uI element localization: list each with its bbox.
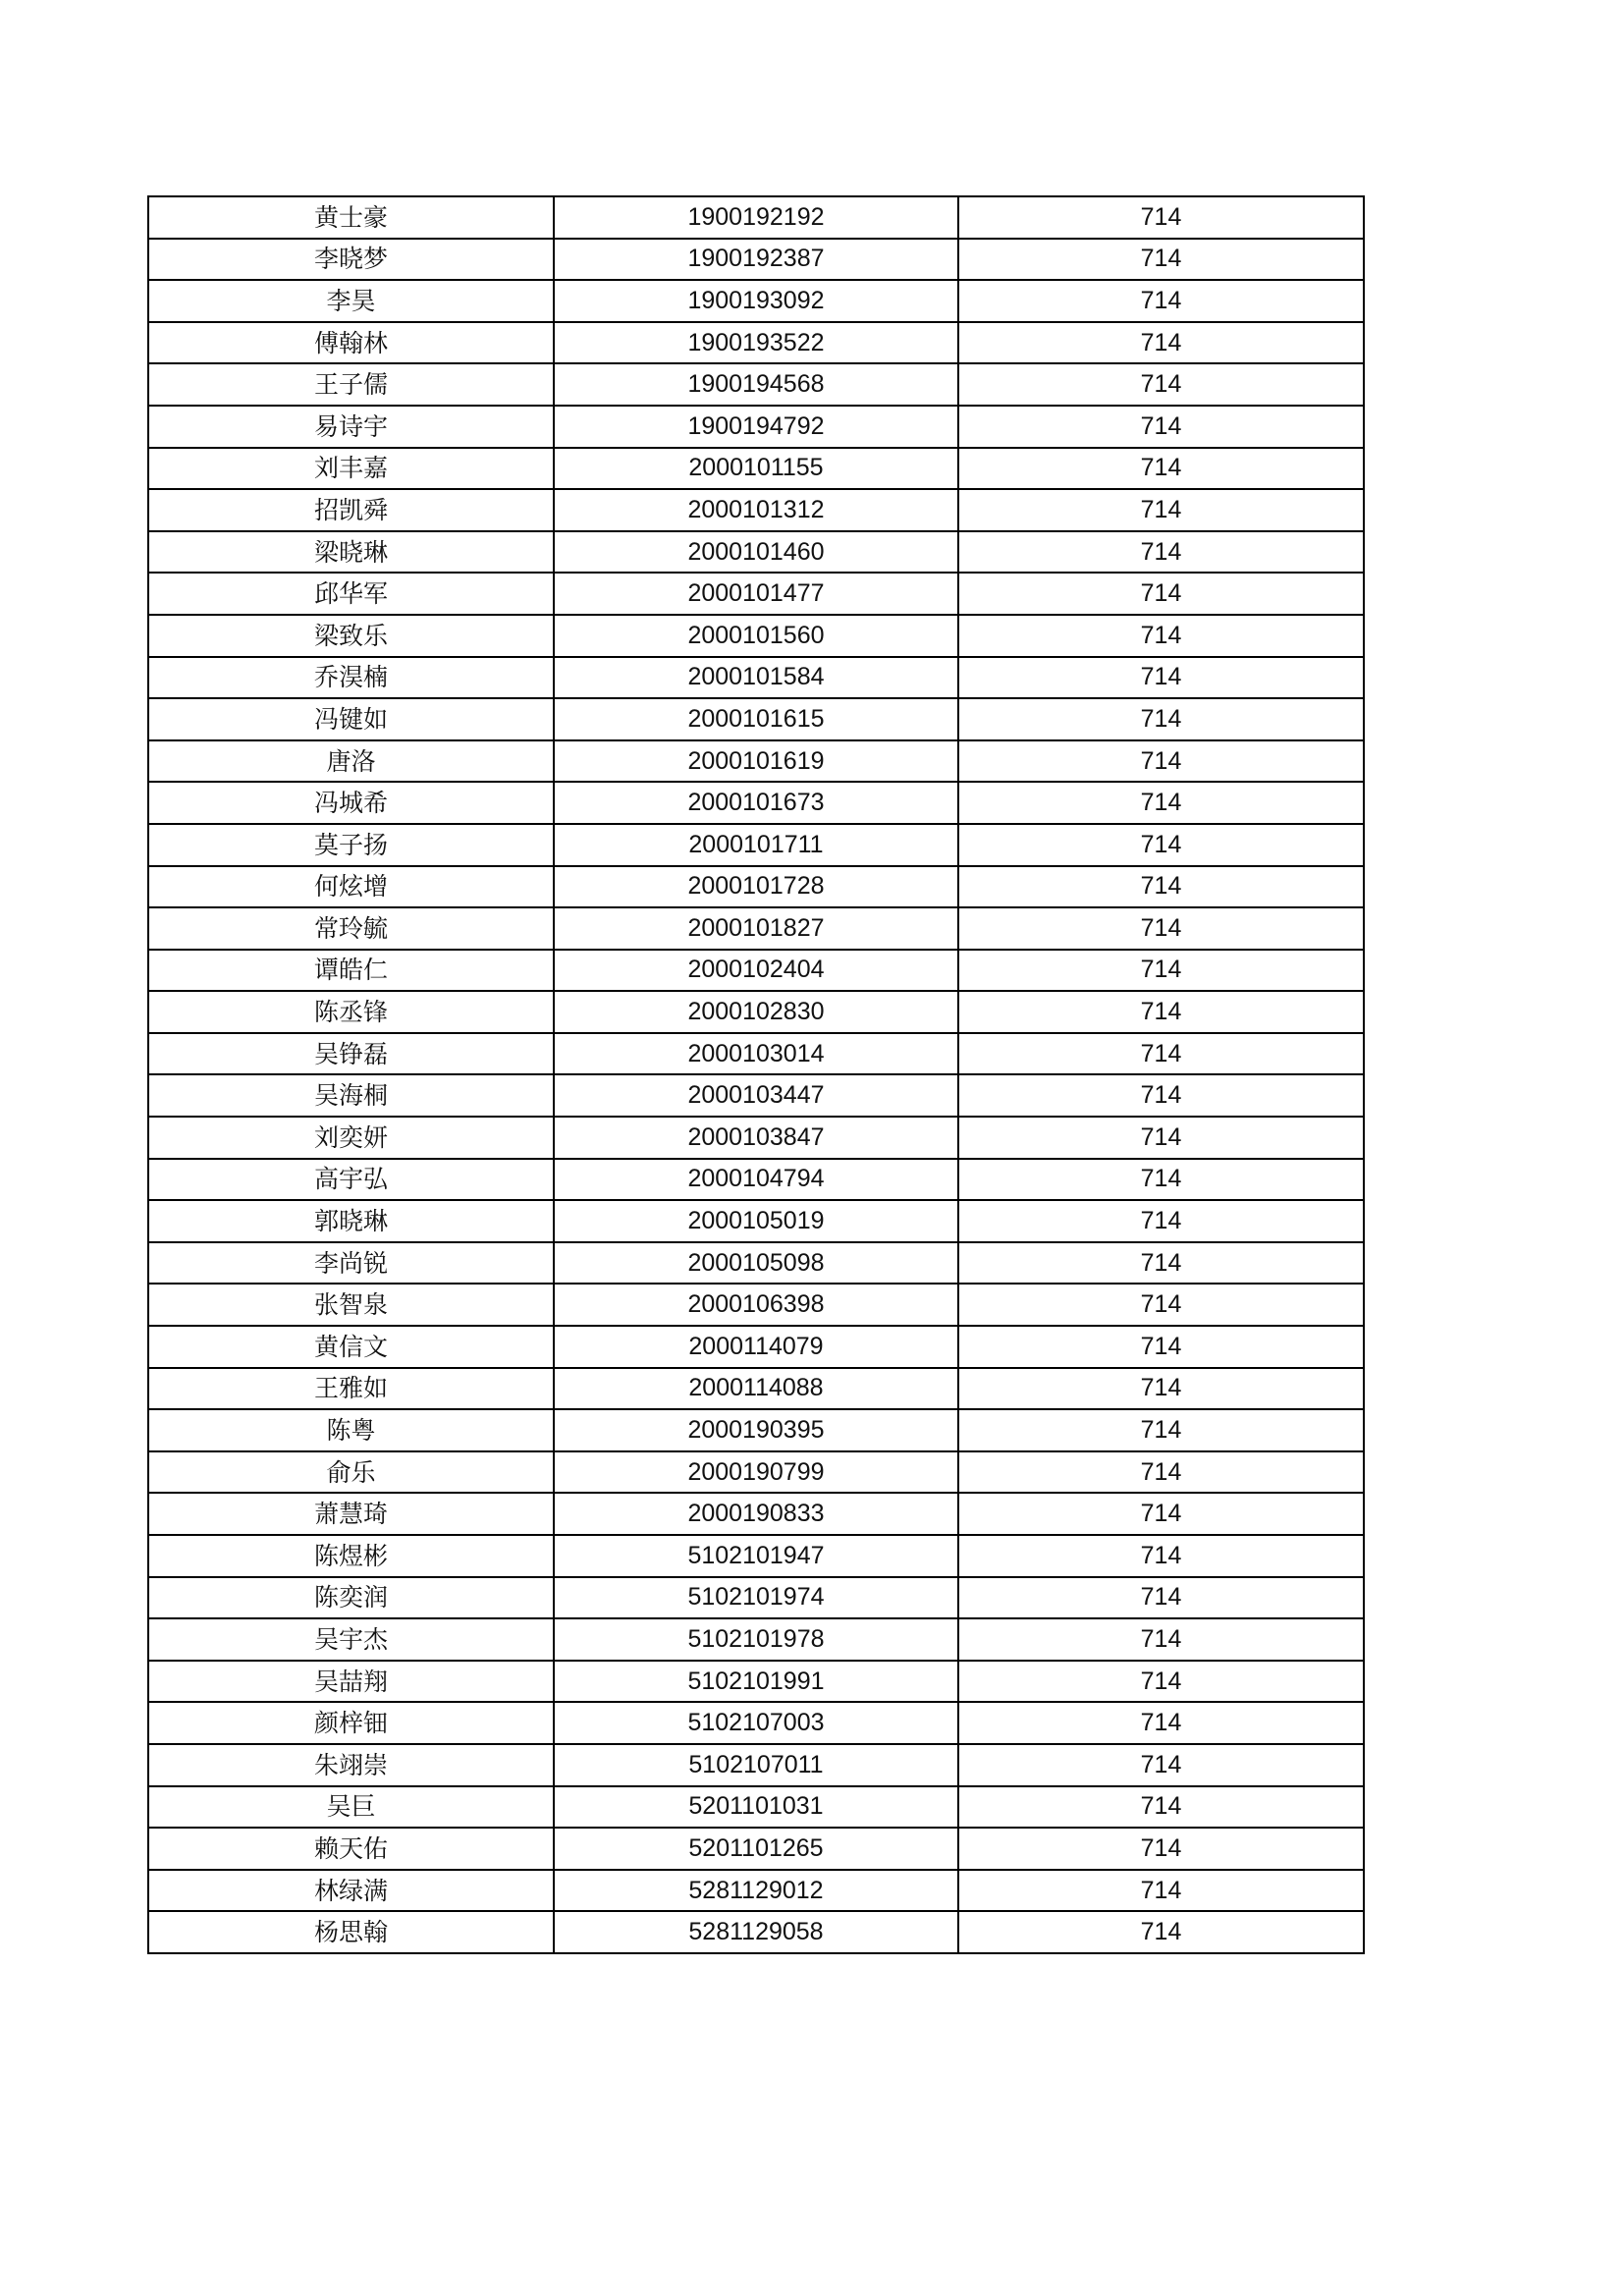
table-row: [148, 950, 1364, 992]
code-cell: 714: [958, 657, 1364, 699]
table-row: [148, 698, 1364, 740]
table-row: [148, 1242, 1364, 1285]
table-row: [148, 1828, 1364, 1870]
id-cell: 5201101265: [554, 1828, 958, 1870]
code-cell: 714: [958, 1451, 1364, 1494]
code-cell: 714: [958, 1074, 1364, 1117]
table-row: [148, 1409, 1364, 1451]
table-row: [148, 1074, 1364, 1117]
id-cell: 1900194792: [554, 406, 958, 448]
code-cell: 714: [958, 239, 1364, 281]
code-cell: 714: [958, 322, 1364, 364]
code-cell: 714: [958, 489, 1364, 531]
code-cell: 714: [958, 1117, 1364, 1159]
id-cell: 2000101312: [554, 489, 958, 531]
name-cell: 吴海桐: [148, 1074, 554, 1117]
name-cell: 吴宇杰: [148, 1618, 554, 1661]
name-cell: 黄士豪: [148, 196, 554, 239]
table-row: [148, 615, 1364, 657]
id-cell: 2000105019: [554, 1200, 958, 1242]
code-cell: 714: [958, 782, 1364, 824]
code-cell: 714: [958, 950, 1364, 992]
id-cell: 2000101477: [554, 573, 958, 615]
code-cell: 714: [958, 1786, 1364, 1829]
table-row: [148, 573, 1364, 615]
id-cell: 2000190395: [554, 1409, 958, 1451]
table-body: [148, 196, 1364, 1953]
name-cell: 陈奕润: [148, 1577, 554, 1619]
table-row: [148, 1117, 1364, 1159]
table-row: [148, 1870, 1364, 1912]
id-cell: 5102107011: [554, 1744, 958, 1786]
name-cell: 冯城希: [148, 782, 554, 824]
id-cell: 2000102404: [554, 950, 958, 992]
code-cell: 714: [958, 740, 1364, 783]
code-cell: 714: [958, 406, 1364, 448]
name-cell: 李晓梦: [148, 239, 554, 281]
id-cell: 5102107003: [554, 1702, 958, 1744]
name-cell: 易诗宇: [148, 406, 554, 448]
code-cell: 714: [958, 1200, 1364, 1242]
name-cell: 萧慧琦: [148, 1493, 554, 1535]
table-row: [148, 1493, 1364, 1535]
code-cell: 714: [958, 698, 1364, 740]
id-cell: 2000101728: [554, 866, 958, 908]
name-cell: 冯键如: [148, 698, 554, 740]
code-cell: 714: [958, 1159, 1364, 1201]
id-cell: 5102101991: [554, 1661, 958, 1703]
id-cell: 2000190833: [554, 1493, 958, 1535]
code-cell: 714: [958, 1744, 1364, 1786]
table-row: [148, 866, 1364, 908]
code-cell: 714: [958, 1033, 1364, 1075]
table-row: [148, 1200, 1364, 1242]
name-cell: 林绿满: [148, 1870, 554, 1912]
table-row: [148, 1368, 1364, 1410]
code-cell: 714: [958, 907, 1364, 950]
table-row: [148, 531, 1364, 574]
code-cell: 714: [958, 1409, 1364, 1451]
table-row: [148, 1577, 1364, 1619]
table-row: [148, 448, 1364, 490]
table-row: [148, 489, 1364, 531]
name-cell: 颜梓钿: [148, 1702, 554, 1744]
table-row: [148, 239, 1364, 281]
code-cell: 714: [958, 196, 1364, 239]
name-cell: 李昊: [148, 280, 554, 322]
id-cell: 1900194568: [554, 363, 958, 406]
id-cell: 2000101711: [554, 824, 958, 866]
code-cell: 714: [958, 1702, 1364, 1744]
table-row: [148, 406, 1364, 448]
name-cell: 傅翰林: [148, 322, 554, 364]
table-row: [148, 363, 1364, 406]
id-cell: 2000101460: [554, 531, 958, 574]
data-table: [147, 195, 1365, 1954]
name-cell: 梁致乐: [148, 615, 554, 657]
name-cell: 高宇弘: [148, 1159, 554, 1201]
id-cell: 2000190799: [554, 1451, 958, 1494]
table-row: [148, 1786, 1364, 1829]
table-row: [148, 1033, 1364, 1075]
id-cell: 2000106398: [554, 1284, 958, 1326]
id-cell: 2000101827: [554, 907, 958, 950]
name-cell: 谭皓仁: [148, 950, 554, 992]
table-row: [148, 322, 1364, 364]
name-cell: 何炫增: [148, 866, 554, 908]
table-row: [148, 824, 1364, 866]
code-cell: 714: [958, 1284, 1364, 1326]
id-cell: 2000102830: [554, 991, 958, 1033]
code-cell: 714: [958, 1911, 1364, 1953]
id-cell: 2000114088: [554, 1368, 958, 1410]
code-cell: 714: [958, 1368, 1364, 1410]
code-cell: 714: [958, 991, 1364, 1033]
name-cell: 常玲毓: [148, 907, 554, 950]
id-cell: 1900193522: [554, 322, 958, 364]
id-cell: 5102101978: [554, 1618, 958, 1661]
id-cell: 5281129012: [554, 1870, 958, 1912]
code-cell: 714: [958, 531, 1364, 574]
id-cell: 2000101673: [554, 782, 958, 824]
table-row: [148, 991, 1364, 1033]
name-cell: 梁晓琳: [148, 531, 554, 574]
name-cell: 吴铮磊: [148, 1033, 554, 1075]
name-cell: 唐洛: [148, 740, 554, 783]
name-cell: 莫子扬: [148, 824, 554, 866]
id-cell: 2000101155: [554, 448, 958, 490]
name-cell: 邱华军: [148, 573, 554, 615]
code-cell: 714: [958, 824, 1364, 866]
code-cell: 714: [958, 1242, 1364, 1285]
name-cell: 招凯舜: [148, 489, 554, 531]
name-cell: 张智泉: [148, 1284, 554, 1326]
name-cell: 刘丰嘉: [148, 448, 554, 490]
table-row: [148, 1284, 1364, 1326]
name-cell: 乔淏楠: [148, 657, 554, 699]
code-cell: 714: [958, 363, 1364, 406]
code-cell: 714: [958, 866, 1364, 908]
name-cell: 陈粤: [148, 1409, 554, 1451]
name-cell: 陈丞锋: [148, 991, 554, 1033]
name-cell: 朱翊崇: [148, 1744, 554, 1786]
id-cell: 2000103447: [554, 1074, 958, 1117]
name-cell: 吴巨: [148, 1786, 554, 1829]
code-cell: 714: [958, 1535, 1364, 1577]
id-cell: 2000103847: [554, 1117, 958, 1159]
id-cell: 5102101974: [554, 1577, 958, 1619]
id-cell: 2000103014: [554, 1033, 958, 1075]
table-row: [148, 280, 1364, 322]
name-cell: 黄信文: [148, 1326, 554, 1368]
id-cell: 5102101947: [554, 1535, 958, 1577]
name-cell: 王子儒: [148, 363, 554, 406]
id-cell: 2000114079: [554, 1326, 958, 1368]
id-cell: 2000104794: [554, 1159, 958, 1201]
table-row: [148, 1661, 1364, 1703]
name-cell: 刘奕妍: [148, 1117, 554, 1159]
code-cell: 714: [958, 1828, 1364, 1870]
id-cell: 1900193092: [554, 280, 958, 322]
id-cell: 2000101615: [554, 698, 958, 740]
id-cell: 5201101031: [554, 1786, 958, 1829]
name-cell: 杨思翰: [148, 1911, 554, 1953]
name-cell: 吴喆翔: [148, 1661, 554, 1703]
id-cell: 2000105098: [554, 1242, 958, 1285]
code-cell: 714: [958, 573, 1364, 615]
table-row: [148, 907, 1364, 950]
name-cell: 郭晓琳: [148, 1200, 554, 1242]
table-row: [148, 1618, 1364, 1661]
id-cell: 2000101584: [554, 657, 958, 699]
id-cell: 1900192192: [554, 196, 958, 239]
name-cell: 王雅如: [148, 1368, 554, 1410]
table-row: [148, 657, 1364, 699]
code-cell: 714: [958, 1577, 1364, 1619]
code-cell: 714: [958, 1618, 1364, 1661]
code-cell: 714: [958, 1326, 1364, 1368]
id-cell: 2000101560: [554, 615, 958, 657]
id-cell: 2000101619: [554, 740, 958, 783]
name-cell: 俞乐: [148, 1451, 554, 1494]
table-row: [148, 1535, 1364, 1577]
table-row: [148, 782, 1364, 824]
code-cell: 714: [958, 1493, 1364, 1535]
table-row: [148, 1326, 1364, 1368]
name-cell: 李尚锐: [148, 1242, 554, 1285]
code-cell: 714: [958, 280, 1364, 322]
id-cell: 5281129058: [554, 1911, 958, 1953]
table-row: [148, 196, 1364, 239]
table-row: [148, 1744, 1364, 1786]
id-cell: 1900192387: [554, 239, 958, 281]
name-cell: 陈煜彬: [148, 1535, 554, 1577]
code-cell: 714: [958, 448, 1364, 490]
table-row: [148, 1702, 1364, 1744]
table-row: [148, 1451, 1364, 1494]
code-cell: 714: [958, 1870, 1364, 1912]
code-cell: 714: [958, 1661, 1364, 1703]
table-row: [148, 1911, 1364, 1953]
name-cell: 赖天佑: [148, 1828, 554, 1870]
table-row: [148, 1159, 1364, 1201]
table-row: [148, 740, 1364, 783]
code-cell: 714: [958, 615, 1364, 657]
